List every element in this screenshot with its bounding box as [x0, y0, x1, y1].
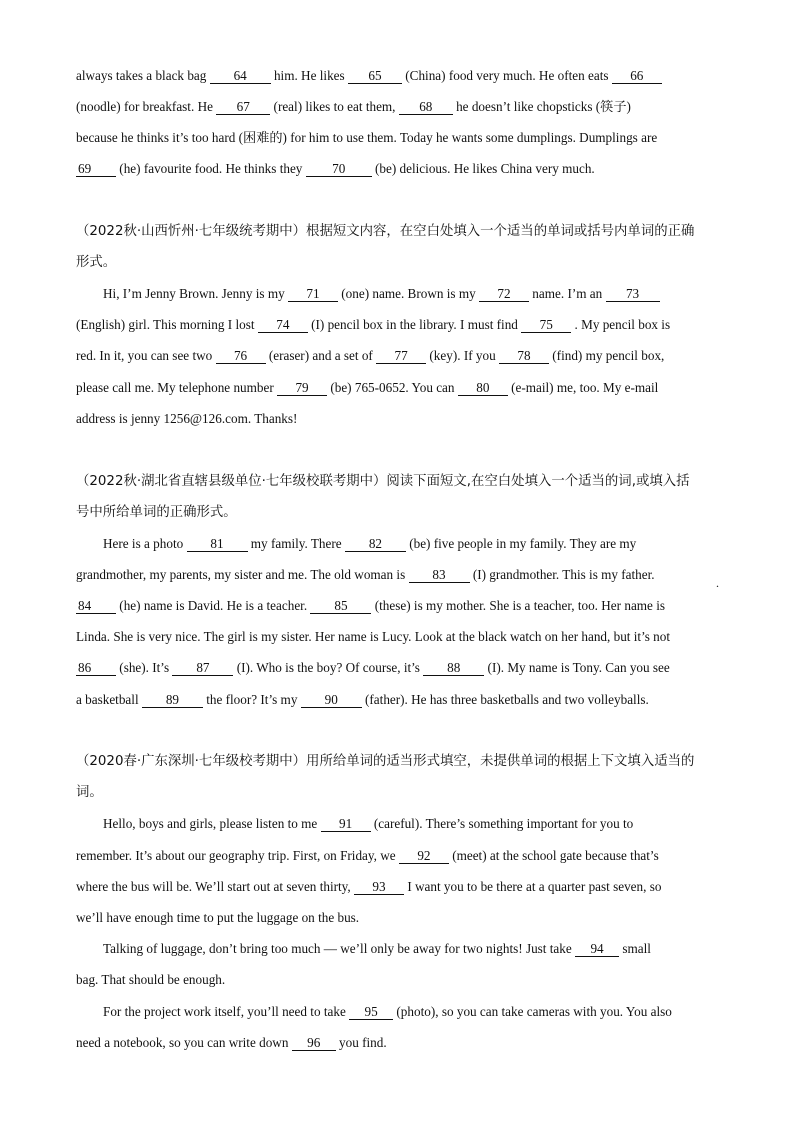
blank-70[interactable]: 70: [306, 162, 372, 177]
text: (key). If you: [429, 348, 499, 363]
blank-74[interactable]: 74: [258, 318, 308, 333]
section3-heading: （2022秋·湖北省直辖县级单位·七年级校联考期中）阅读下面短文,在空白处填入一个适当的词,或填入括: [76, 474, 690, 489]
text: (find) my pencil box,: [552, 348, 665, 363]
blank-87[interactable]: 87: [172, 661, 233, 676]
text: (eraser) and a set of: [268, 348, 377, 363]
text: (one) name. Brown is my: [341, 286, 479, 301]
text: (careful). There’s something important for you to: [373, 816, 634, 831]
section2-heading-cont: 形式。: [76, 255, 117, 270]
text: (he) name is David. He is a teacher.: [119, 598, 311, 613]
blank-96[interactable]: 96: [292, 1036, 336, 1051]
blank-78[interactable]: 78: [499, 349, 549, 364]
stray-mark: .: [716, 576, 719, 590]
text: small: [622, 941, 651, 956]
text: he doesn’t like chopsticks (筷子): [456, 99, 631, 114]
text: my family. There: [250, 536, 345, 551]
s2-line-5: address is jenny 1256@126.com. Thanks!: [76, 411, 298, 426]
blank-67[interactable]: 67: [216, 100, 270, 115]
blank-82[interactable]: 82: [345, 537, 406, 552]
text: (she). It’s: [119, 660, 173, 675]
s4-line-5: [103, 941, 651, 957]
text: name. I’m an: [532, 286, 606, 301]
text: . My pencil box is: [574, 317, 671, 332]
text: please call me. My telephone number: [76, 380, 278, 395]
p1-line-4: [76, 161, 595, 177]
s3-line-4: Linda. She is very nice. The girl is my sister. Her name is Lucy. Look at the black watch on her hand, but it’s not: [76, 629, 671, 644]
blank-89[interactable]: 89: [142, 693, 203, 708]
s3-line-5: [76, 660, 670, 676]
blank-80[interactable]: 80: [458, 381, 508, 396]
text: (these) is my mother. She is a teacher, too. Her name is: [374, 598, 665, 613]
text: (be) delicious. He likes China very much.: [375, 161, 595, 176]
blank-68[interactable]: 68: [399, 100, 453, 115]
s2-line-4: [76, 380, 658, 396]
blank-95[interactable]: 95: [349, 1005, 393, 1020]
text: need a notebook, so you can write down: [76, 1035, 292, 1050]
blank-69[interactable]: 69: [76, 162, 116, 177]
text: (father). He has three basketballs and two volleyballs.: [365, 692, 649, 707]
text: (he) favourite food. He thinks they: [119, 161, 306, 176]
text: (I) grandmother. This is my father.: [472, 567, 655, 582]
text: (be) five people in my family. They are my: [409, 536, 637, 551]
s3-line-6: [76, 692, 649, 708]
s3-line-3: [76, 598, 665, 614]
text: (meet) at the school gate because that’s: [452, 848, 659, 863]
blank-90[interactable]: 90: [301, 693, 362, 708]
blank-77[interactable]: 77: [376, 349, 426, 364]
blank-81[interactable]: 81: [187, 537, 248, 552]
text: (photo), so you can take cameras with you. You also: [396, 1004, 672, 1019]
p1-line-1: [76, 68, 662, 84]
s4-line-3: [76, 879, 661, 895]
blank-84[interactable]: 84: [76, 599, 116, 614]
text: Here is a photo: [103, 536, 187, 551]
section2-heading: （2022秋·山西忻州·七年级统考期中）根据短文内容，在空白处填入一个适当的单词或括号内单词的正确: [76, 224, 695, 239]
text: Hello, boys and girls, please listen to me: [103, 816, 321, 831]
blank-66[interactable]: 66: [612, 69, 662, 84]
text: I want you to be there at a quarter past seven, so: [407, 879, 662, 894]
text: (China) food very much. He often eats: [405, 68, 612, 83]
blank-83[interactable]: 83: [409, 568, 470, 583]
blank-75[interactable]: 75: [521, 318, 571, 333]
blank-79[interactable]: 79: [277, 381, 327, 396]
text: because he thinks it’s too hard (困难的) for him to use them. Today he wants some dumplings. Dumplings are: [76, 130, 658, 145]
text: (noodle) for breakfast. He: [76, 99, 217, 114]
s4-line-1: [103, 816, 633, 832]
s4-line-6: bag. That should be enough.: [76, 972, 226, 987]
text: remember. It’s about our geography trip. First, on Friday, we: [76, 848, 399, 863]
text: you find.: [339, 1035, 387, 1050]
text: the floor? It’s my: [206, 692, 301, 707]
p1-line-3: [76, 130, 657, 146]
text: (I). My name is Tony. Can you see: [487, 660, 670, 675]
section4-heading: （2020春·广东深圳·七年级校考期中）用所给单词的适当形式填空，未提供单词的根据上下文填入适当的: [76, 754, 695, 769]
blank-93[interactable]: 93: [354, 880, 404, 895]
text: Hi, I’m Jenny Brown. Jenny is my: [103, 286, 288, 301]
s4-line-7: [103, 1004, 672, 1020]
s3-line-2: [76, 567, 655, 583]
blank-65[interactable]: 65: [348, 69, 402, 84]
p1-line-2: [76, 99, 631, 115]
blank-94[interactable]: 94: [575, 942, 619, 957]
blank-76[interactable]: 76: [216, 349, 266, 364]
blank-88[interactable]: 88: [423, 661, 484, 676]
s3-line-1: [103, 536, 636, 552]
text: (e-mail) me, too. My e-mail: [511, 380, 659, 395]
blank-71[interactable]: 71: [288, 287, 338, 302]
text: (I) pencil box in the library. I must find: [311, 317, 522, 332]
text: (be) 765-0652. You can: [330, 380, 458, 395]
section3-heading-cont: 号中所给单词的正确形式。: [76, 505, 237, 520]
text: where the bus will be. We’ll start out at seven thirty,: [76, 879, 355, 894]
blank-64[interactable]: 64: [210, 69, 271, 84]
text: For the project work itself, you’ll need to take: [103, 1004, 350, 1019]
blank-73[interactable]: 73: [606, 287, 660, 302]
blank-92[interactable]: 92: [399, 849, 449, 864]
blank-86[interactable]: 86: [76, 661, 116, 676]
text: grandmother, my parents, my sister and me. The old woman is: [76, 567, 409, 582]
text: (I). Who is the boy? Of course, it’s: [236, 660, 424, 675]
text: Talking of luggage, don’t bring too much — we’ll only be away for two nights! Just take: [103, 941, 576, 956]
s2-line-2: [76, 317, 670, 333]
section4-heading-cont: 词。: [76, 785, 103, 800]
s4-line-4: we’ll have enough time to put the luggage on the bus.: [76, 910, 360, 925]
text: always takes a black bag: [76, 68, 210, 83]
blank-72[interactable]: 72: [479, 287, 529, 302]
s2-line-1: [103, 286, 660, 302]
s2-line-3: [76, 348, 664, 364]
text: a basketball: [76, 692, 142, 707]
blank-85[interactable]: 85: [310, 599, 371, 614]
text: (real) likes to eat them,: [273, 99, 399, 114]
blank-91[interactable]: 91: [321, 817, 371, 832]
text: (English) girl. This morning I lost: [76, 317, 258, 332]
s4-line-8: [76, 1035, 387, 1051]
s4-line-2: [76, 848, 659, 864]
text: red. In it, you can see two: [76, 348, 216, 363]
text: him. He likes: [273, 68, 348, 83]
